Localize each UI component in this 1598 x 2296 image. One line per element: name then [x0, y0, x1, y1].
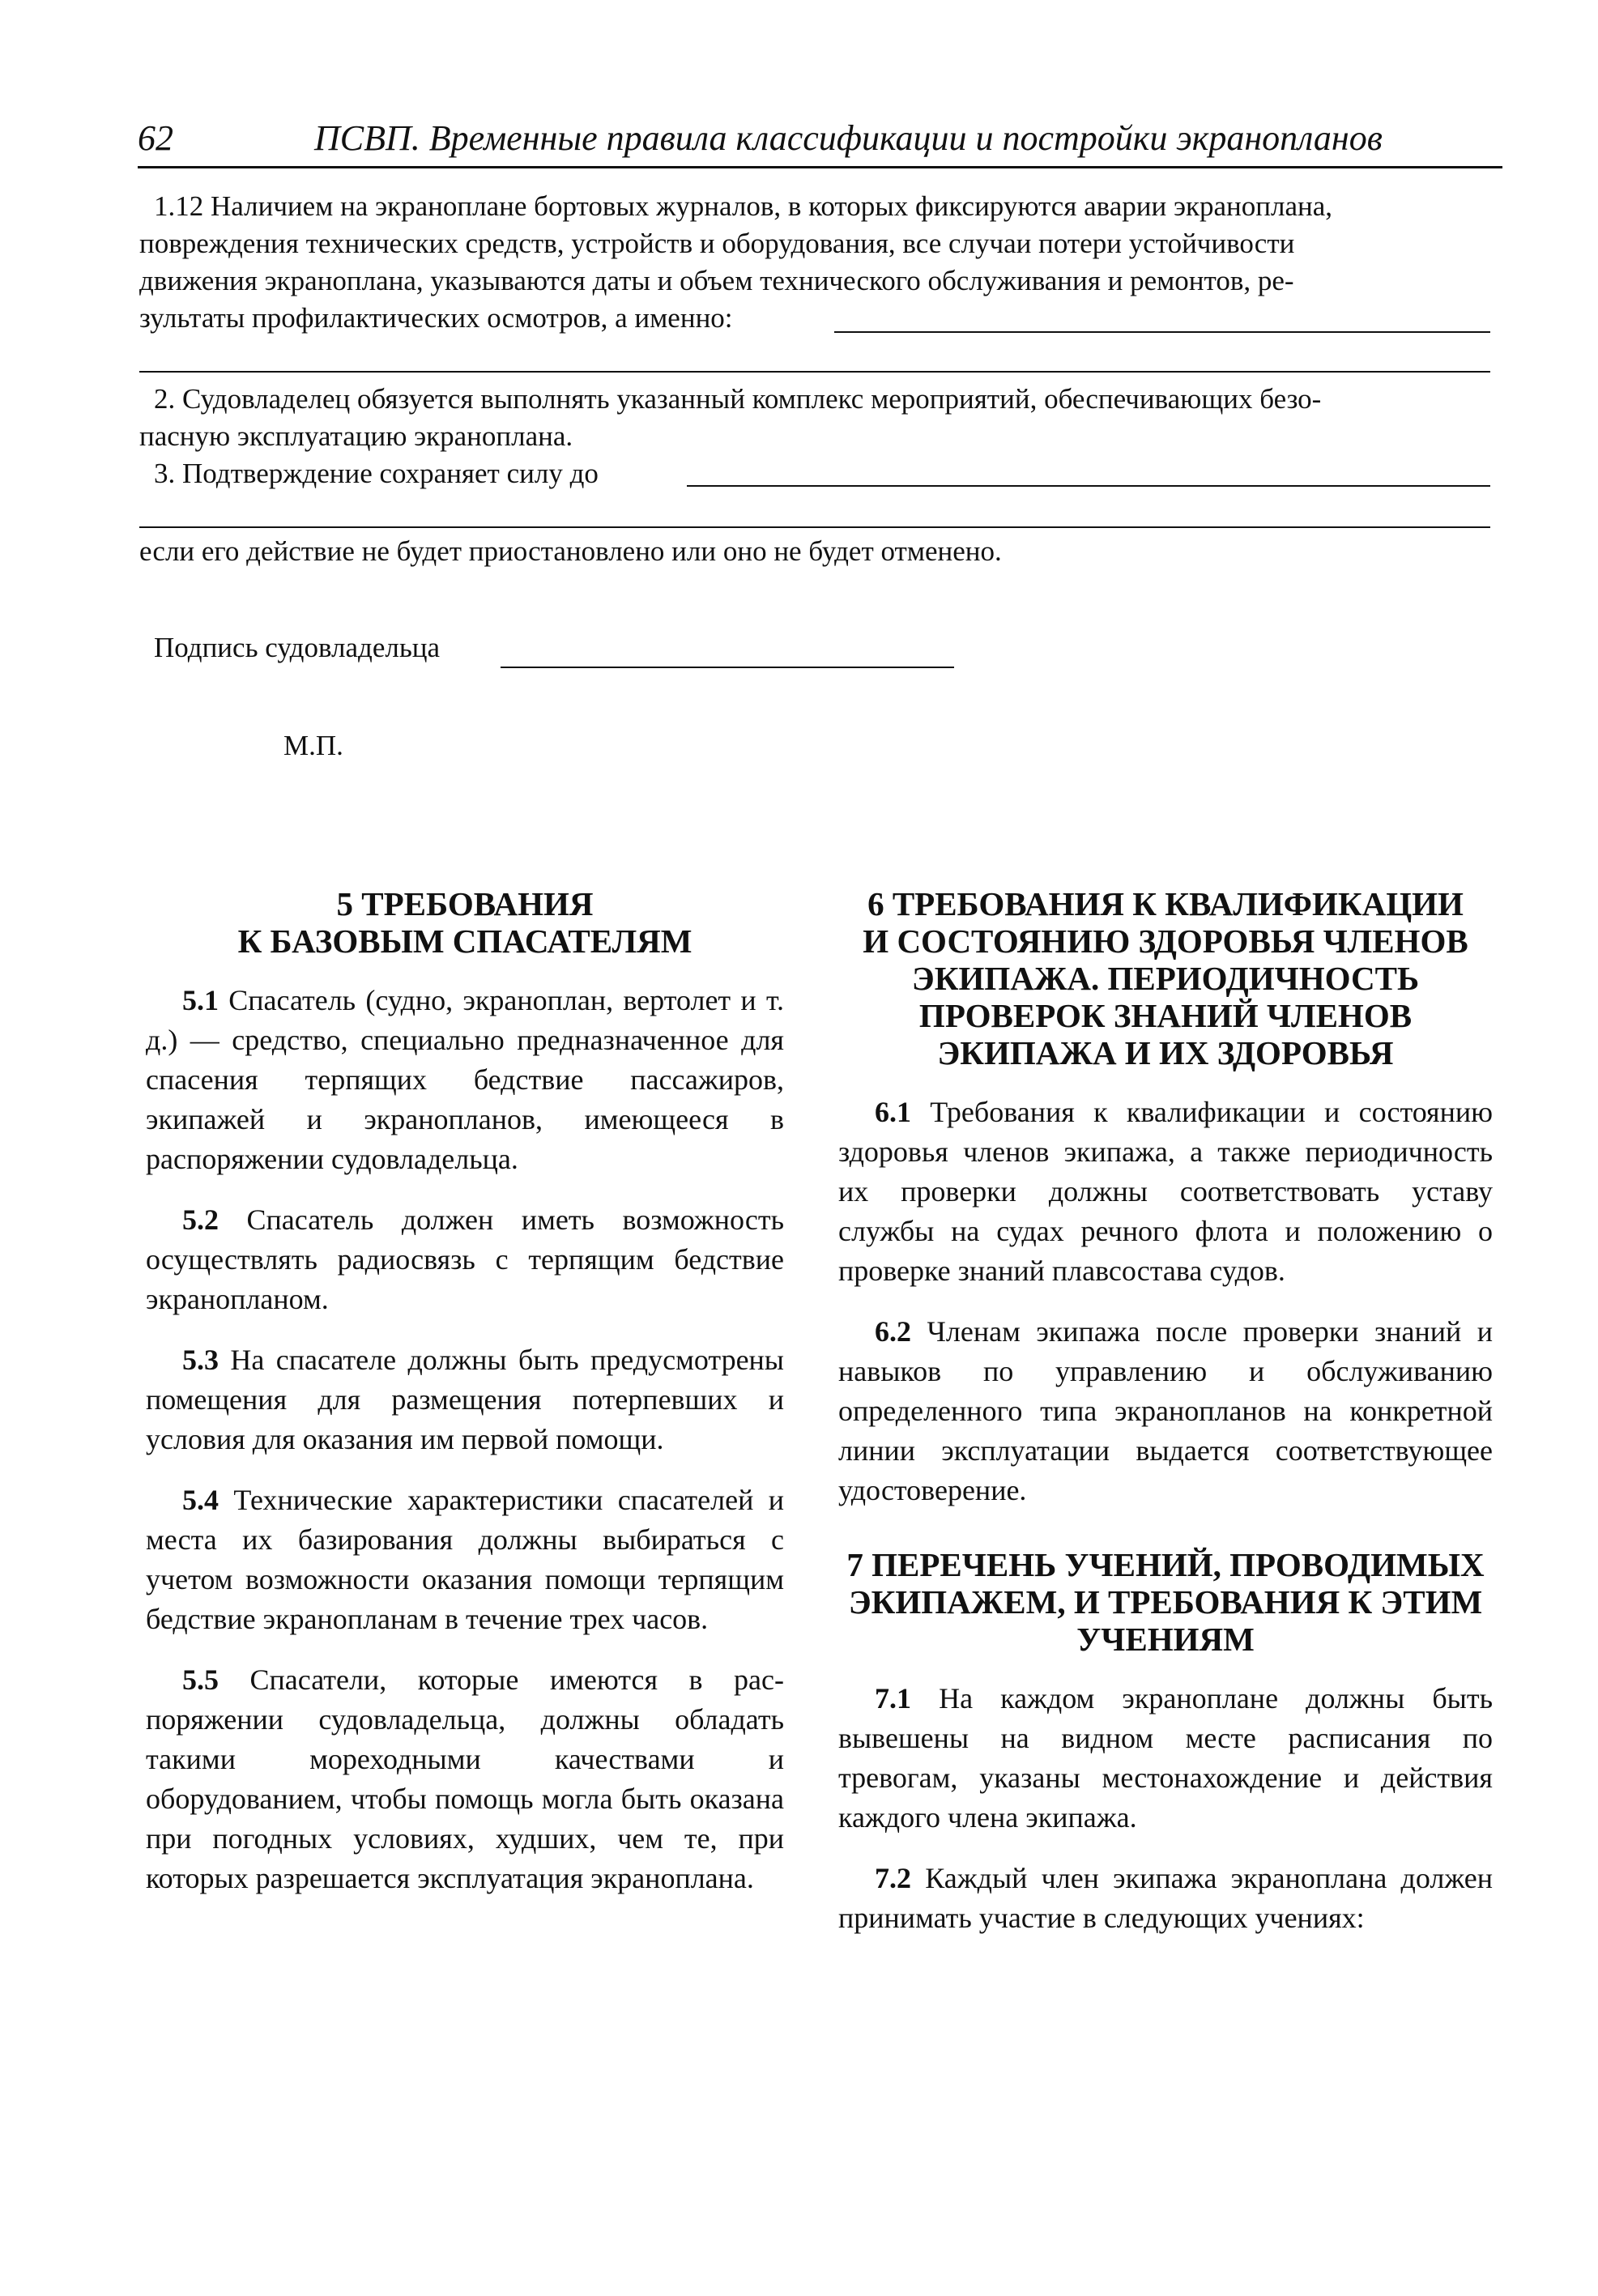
stamp-mark: М.П. — [283, 730, 343, 761]
paragraph-6-2 — [838, 1312, 1493, 1510]
clause-1-12-line: 1.12 Наличием на экраноплане бортовых журналов, в которых фиксируются аварии экраноплана, — [154, 190, 1333, 222]
heading-line: 7 ПЕРЕЧЕНЬ УЧЕНИЙ, ПРОВОДИМЫХ — [846, 1546, 1485, 1583]
section-7-heading — [838, 1546, 1493, 1658]
fill-in-line — [139, 526, 1490, 528]
clause-1-12 — [139, 188, 1506, 337]
signature-label: Подпись судовладельца — [154, 632, 441, 663]
clause-3: 3. Подтверждение сохраняет силу до — [154, 458, 599, 489]
clause-text: Спасатели, которые имеются в распоряжении судовладельца, должны обладать такими мореходными качествами и оборудованием, чтобы помощь могла быть оказана при погодных условиях, худших, чем те, при которых разрешается эксплуатация экраноплана. — [146, 1663, 785, 1894]
fill-in-line — [687, 485, 1490, 487]
clause-2 — [139, 381, 1506, 455]
clause-1-12-line: движения экраноплана, указываются даты и объем технического обслуживания и ремонтов, ре- — [139, 265, 1294, 296]
clause-1-12-line: зультаты профилактических осмотров, а именно: — [139, 302, 733, 334]
paragraph-5-4 — [146, 1480, 784, 1639]
clause-2-line: 2. Судовладелец обязуется выполнять указанный комплекс мероприятий, обеспечивающих безо- — [154, 383, 1322, 415]
page-number: 62 — [138, 118, 173, 158]
clause-number: 5.3 — [182, 1344, 219, 1376]
paragraph-7-1 — [838, 1679, 1493, 1838]
clause-number: 5.4 — [182, 1484, 219, 1516]
fill-in-line — [139, 371, 1490, 373]
sections-6-7 — [838, 885, 1493, 1959]
section-5-heading — [146, 885, 784, 960]
paragraph-6-1 — [838, 1093, 1493, 1291]
clause-number: 5.1 — [182, 984, 219, 1016]
clause-number: 6.2 — [875, 1315, 911, 1348]
heading-line: ЭКИПАЖЕМ, И ТРЕБОВАНИЯ К ЭТИМ — [848, 1583, 1483, 1621]
clause-number: 7.1 — [875, 1682, 911, 1715]
validity-note: если его действие не будет приостановлено или оно не будет отменено. — [139, 535, 1002, 567]
heading-line: К БАЗОВЫМ СПАСАТЕЛЯМ — [237, 922, 692, 960]
clause-2-line: пасную эксплуатацию экраноплана. — [139, 420, 573, 452]
clause-text: Требования к квалификации и состоянию здоровья членов экипажа, а также периодичность их проверки должны соответствовать уставу службы на судах речного флота и положению о проверке знаний плавсостава судов. — [838, 1096, 1493, 1287]
heading-line: 5 ТРЕБОВАНИЯ — [336, 885, 594, 922]
clause-text: На каждом экраноплане должны быть вывешены на видном месте расписания по тревогам, указаны местонахождение и действия каждого члена экипажа. — [838, 1682, 1493, 1834]
clause-number: 7.2 — [875, 1862, 911, 1894]
fill-in-line — [834, 331, 1490, 333]
heading-line: И СОСТОЯНИЮ ЗДОРОВЬЯ ЧЛЕНОВ — [863, 922, 1468, 960]
heading-line: УЧЕНИЯМ — [1076, 1621, 1255, 1658]
clause-1-12-line: повреждения технических средств, устройств и оборудования, все случаи потери устойчивости — [139, 228, 1295, 259]
clause-number: 5.5 — [182, 1663, 219, 1696]
paragraph-5-3 — [146, 1340, 784, 1459]
clause-text: Членам экипажа после проверки знаний и навыков по управлению и обслуживанию определенного типа экранопланов на конкретной линии эксплуатации выдается соответствующее удостоверение. — [838, 1315, 1494, 1506]
section-6-heading — [838, 885, 1493, 1071]
heading-line: ЭКИПАЖА. ПЕРИОДИЧНОСТЬ — [911, 960, 1420, 997]
clause-number: 6.1 — [875, 1096, 911, 1128]
clause-number: 5.2 — [182, 1203, 219, 1236]
signature-line — [501, 667, 954, 668]
section-5 — [146, 885, 784, 1919]
paragraph-5-5 — [146, 1660, 784, 1898]
heading-line: ЭКИПАЖА И ИХ ЗДОРОВЬЯ — [937, 1034, 1394, 1071]
clause-text: Технические характеристики спасателей и места их базирования должны выбираться с учетом возможности оказания помощи терпящим бедствие экранопланам в течение трех часов. — [146, 1484, 784, 1635]
running-title: ПСВП. Временные правила классификации и постройки экранопланов — [314, 118, 1383, 158]
clause-text: Каждый член экипажа экраноплана должен принимать участие в следующих учениях: — [838, 1862, 1493, 1934]
heading-line: ПРОВЕРОК ЗНАНИЙ ЧЛЕНОВ — [918, 997, 1413, 1034]
paragraph-7-2 — [838, 1859, 1493, 1938]
clause-text: Спасатель должен иметь возможность осуществлять радиосвязь с терпящим бедствие экранопланом. — [146, 1203, 785, 1315]
heading-line: 6 ТРЕБОВАНИЯ К КВАЛИФИКАЦИИ — [867, 885, 1464, 922]
page-header — [138, 117, 1502, 168]
clause-text: Спасатель (судно, экраноплан, вертолет и т. д.) — средство, специально предназначенное для спасения терпящих бедствие пассажиров, экипажей и экранопланов, имеющееся в распоряжении судовладельца. — [146, 984, 784, 1175]
clause-text: На спасателе должны быть предусмотрены помещения для размещения потерпевших и условия для оказания им первой помощи. — [146, 1344, 784, 1455]
paragraph-5-1 — [146, 981, 784, 1179]
paragraph-5-2 — [146, 1200, 784, 1319]
